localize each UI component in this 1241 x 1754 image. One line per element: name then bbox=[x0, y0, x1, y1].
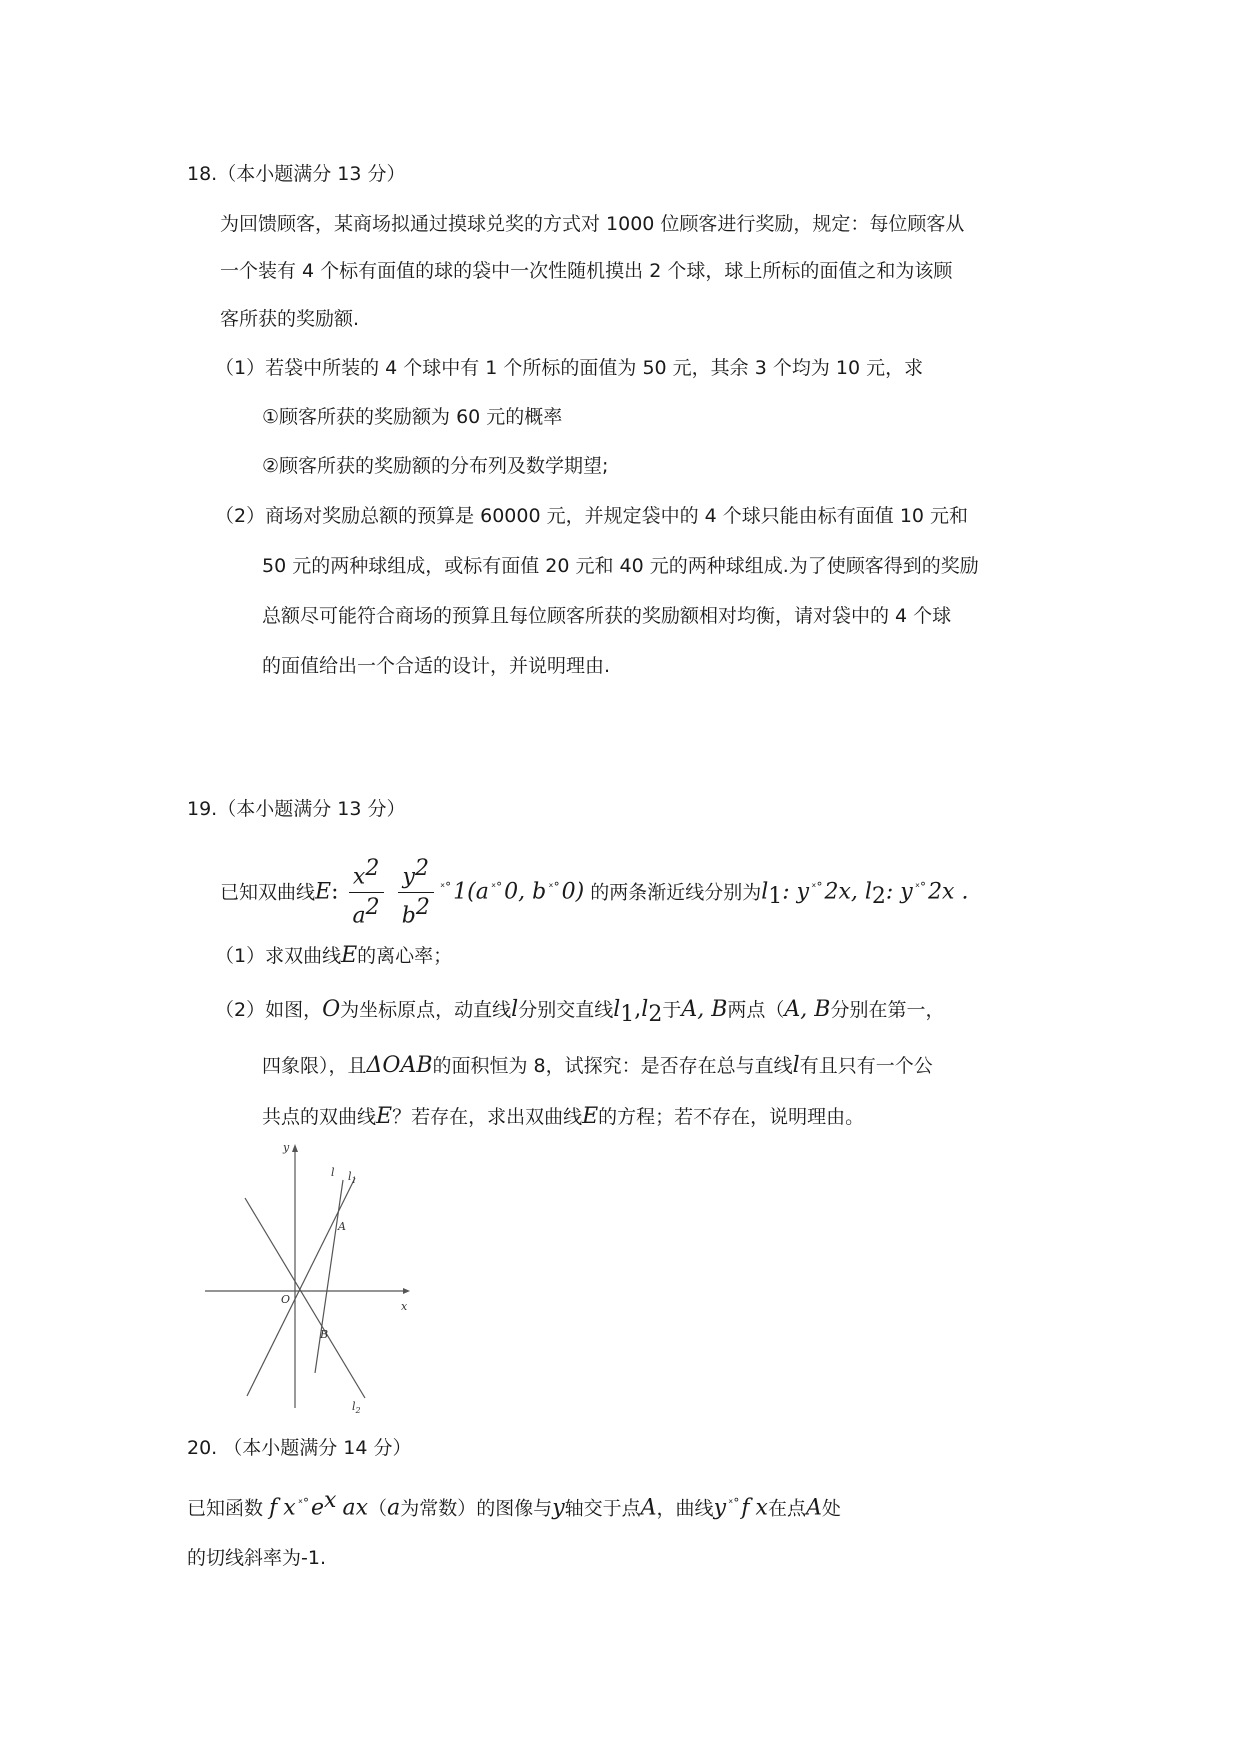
label-B: B bbox=[320, 1328, 329, 1341]
q20-line-1: 已知函数 f x $^{ˣ^\circ}e^x$ ax（a为常数）的图像与y轴交于点A，曲线y $^{ˣ^\circ}$f x在点A处 bbox=[187, 1488, 841, 1521]
label-y: y bbox=[283, 1141, 290, 1154]
label-A: A bbox=[338, 1220, 346, 1233]
q18-part2-line-1: （2）商场对奖励总额的预算是 60000 元，并规定袋中的 4 个球只能由标有面值 10 元和 bbox=[215, 505, 969, 527]
q19-intro: 已知双曲线E: $\frac{x^2}{a^2}$ $\frac{y^2}{b^2}$ $^{ˣ^\circ}$1(a $^{ˣ^\circ}$0, b $^{ˣ^\circ}$0) 的两条渐近线分别为$l_1$: y $^{ˣ^\circ}$2x, $l_2$: y $^{ˣ^\circ}$2x . bbox=[220, 852, 968, 932]
q18-part1: （1）若袋中所装的 4 个球中有 1 个所标的面值为 50 元，其余 3 个均为 10 元，求 bbox=[215, 357, 924, 379]
q18-part2-line-4: 的面值给出一个合适的设计，并说明理由. bbox=[262, 655, 611, 677]
q19-part2-line-3: 共点的双曲线E？若存在，求出双曲线E的方程；若不存在，说明理由。 bbox=[262, 1104, 865, 1129]
q18-part1-a: ①顾客所获的奖励额为 60 元的概率 bbox=[262, 406, 563, 428]
label-x: x bbox=[401, 1300, 408, 1313]
q19-part2-line-2: 四象限），且ΔOAB的面积恒为 8，试探究：是否存在总与直线l有且只有一个公 bbox=[262, 1053, 933, 1078]
q20-heading: 20. （本小题满分 14 分） bbox=[187, 1437, 412, 1459]
q18-line-1: 为回馈顾客，某商场拟通过摸球兑奖的方式对 1000 位顾客进行奖励，规定：每位顾客从 bbox=[220, 213, 965, 235]
q20-line-2: 的切线斜率为-1. bbox=[187, 1547, 326, 1569]
label-l2: $l_2$ bbox=[352, 1400, 361, 1415]
q18-heading: 18.（本小题满分 13 分） bbox=[187, 163, 406, 185]
line-l bbox=[315, 1180, 343, 1373]
label-l: l bbox=[331, 1166, 335, 1179]
x-axis-arrow bbox=[403, 1288, 410, 1294]
q18-part1-b: ②顾客所获的奖励额的分布列及数学期望; bbox=[262, 455, 609, 477]
q18-part2-line-3: 总额尽可能符合商场的预算且每位顾客所获的奖励额相对均衡，请对袋中的 4 个球 bbox=[262, 605, 952, 627]
fraction-y2-b2: $\frac{y^2}{b^2}$ bbox=[398, 854, 434, 932]
q18-line-3: 客所获的奖励额. bbox=[220, 308, 360, 330]
label-l1: $l_1$ bbox=[348, 1170, 357, 1185]
hyperbola-asymptote-figure bbox=[205, 1138, 425, 1418]
q19-heading: 19.（本小题满分 13 分） bbox=[187, 798, 406, 820]
label-O: O bbox=[281, 1293, 291, 1306]
q18-part2-line-2: 50 元的两种球组成，或标有面值 20 元和 40 元的两种球组成.为了使顾客得到的奖励 bbox=[262, 555, 979, 577]
q19-part1: （1）求双曲线E的离心率； bbox=[215, 943, 453, 968]
q18-line-2: 一个装有 4 个标有面值的球的袋中一次性随机摸出 2 个球，球上所标的面值之和为该顾 bbox=[220, 260, 953, 282]
q19-part2-line-1: （2）如图，O为坐标原点，动直线l分别交直线$l_1,l_2$于A, B两点（A, B分别在第一， bbox=[215, 997, 945, 1027]
y-axis-arrow bbox=[292, 1144, 298, 1152]
line-l2 bbox=[245, 1198, 365, 1398]
fraction-x2-a2: $\frac{x^2}{a^2}$ bbox=[349, 854, 384, 932]
